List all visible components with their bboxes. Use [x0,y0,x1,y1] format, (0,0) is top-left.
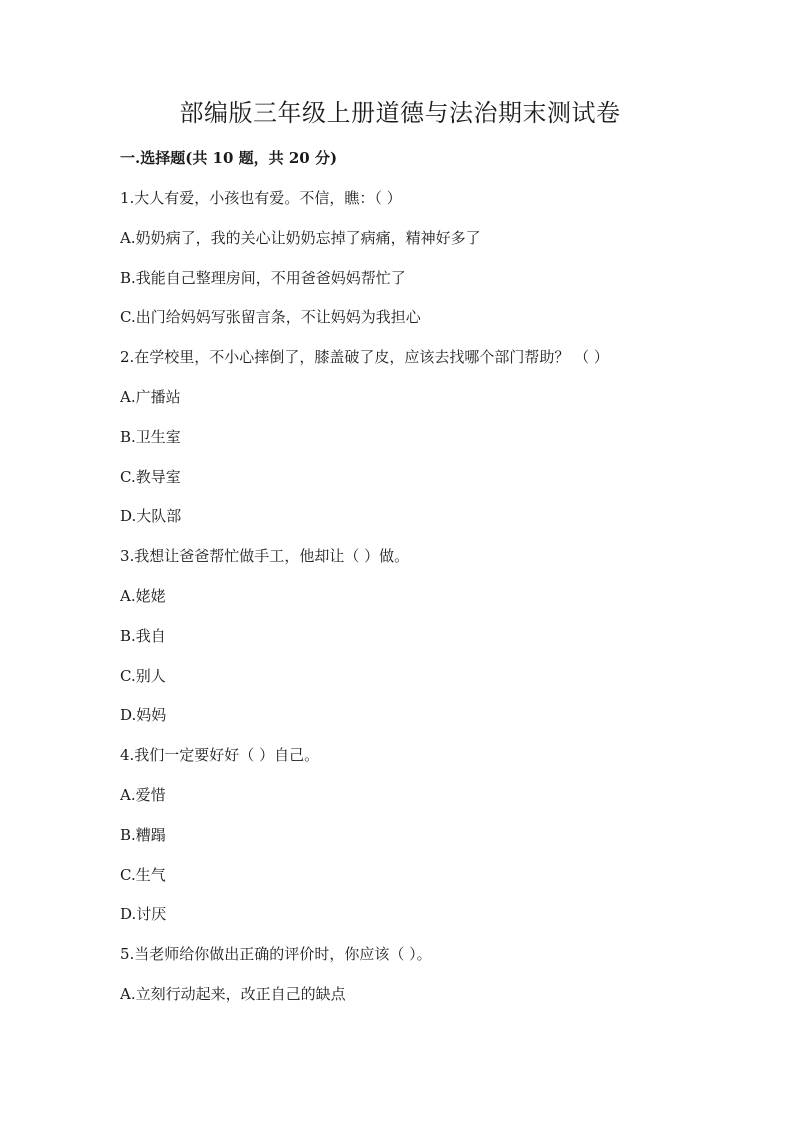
question-5-option-a: A.立刻行动起来，改正自己的缺点 [120,984,346,1003]
question-3-option-a: A.姥姥 [120,586,166,605]
question-1-option-c: C.出门给妈妈写张留言条，不让妈妈为我担心 [120,308,421,327]
page-title: 部编版三年级上册道德与法治期末测试卷 [179,99,621,127]
question-5: 5.当老师给你做出正确的评价时，你应该（ ）。 [120,945,432,964]
question-4: 4.我们一定要好好（ ）自己。 [120,746,320,765]
question-2-option-b: B.卫生室 [120,427,181,446]
question-2-option-d: D.大队部 [120,507,182,526]
question-3: 3.我想让爸爸帮忙做手工，他却让（ ）做。 [120,547,410,566]
question-list [120,187,760,1023]
question-2: 2.在学校里，不小心摔倒了，膝盖破了皮，应该去找哪个部门帮助？ （ ） [120,348,609,367]
question-2-option-c: C.教导室 [120,467,181,486]
question-1: 1.大人有爱，小孩也有爱。不信，瞧：（ ） [120,189,402,207]
question-4-option-a: A.爱惜 [120,785,166,804]
question-3-option-b: B.我自 [120,626,166,645]
section-heading: 一.选择题(共 10 题，共 20 分) [120,149,338,167]
question-3-option-c: C.别人 [120,666,166,685]
question-3-option-d: D.妈妈 [120,706,167,725]
question-4-option-d: D.讨厌 [120,905,167,924]
question-2-option-a: A.广播站 [120,387,181,406]
question-1-option-b: B.我能自己整理房间，不用爸爸妈妈帮忙了 [120,268,406,287]
question-1-option-a: A.奶奶病了，我的关心让奶奶忘掉了病痛，精神好多了 [120,228,481,247]
question-4-option-c: C.生气 [120,865,166,884]
question-4-option-b: B.糟蹋 [120,825,166,844]
